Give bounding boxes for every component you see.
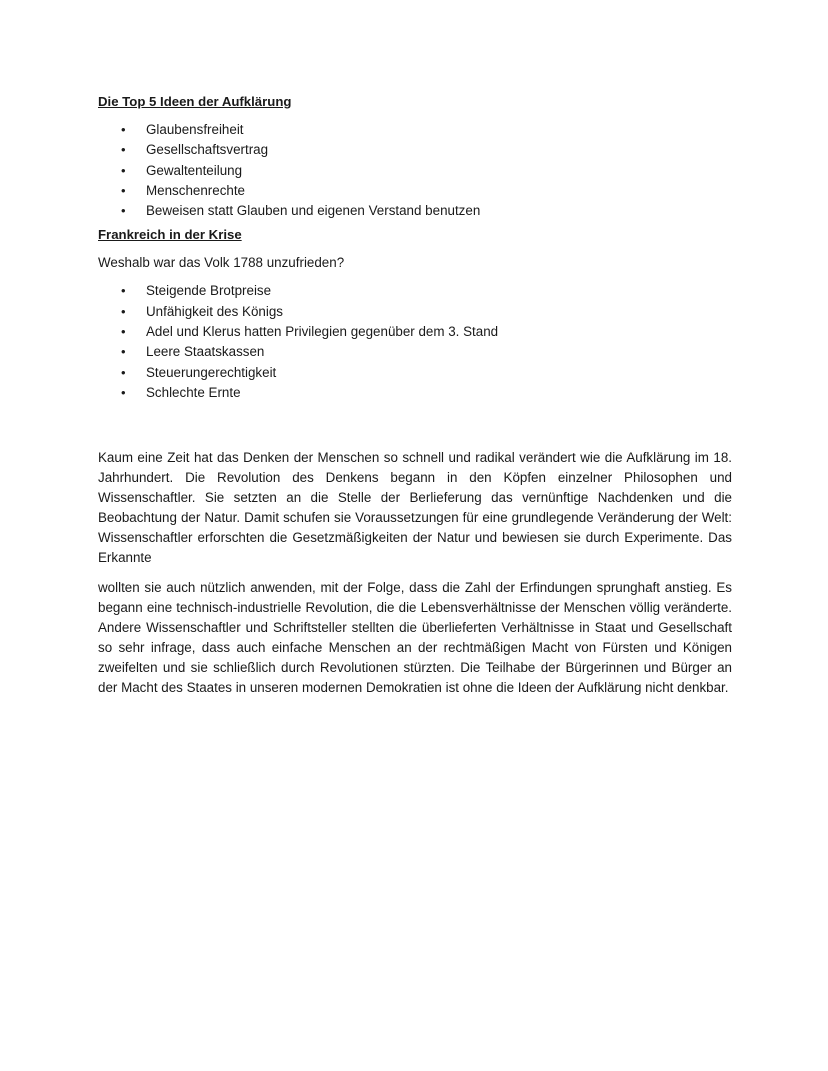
- bullet-icon: •: [121, 162, 126, 178]
- paragraph-enlightenment-2: wollten sie auch nützlich anwenden, mit der Folge, dass die Zahl der Erfindungen sprunghaft anstieg. Es begann eine technisch-industrielle Revolution, die die Lebensverhältnisse der Menschen völlig veränderte. Andere Wissenschaftler und Schriftsteller stellten die überlieferten Verhältnisse in Staat und Gesellschaft so sehr infrage, dass auch einfache Menschen an der rechtmäßigen Macht von Fürsten und Königen zweifelten und sie schließlich durch Revolutionen stürzten. Die Teilhabe der Bürgerinnen und Bürger an der Macht des Staates in unseren modernen Demokratien ist ohne die Ideen der Aufklärung nicht denkbar.: [98, 580, 732, 696]
- list-item-text: Gewaltenteilung: [146, 162, 243, 178]
- list-item: [98, 140, 732, 160]
- question-text: Weshalb war das Volk 1788 unzufrieden?: [98, 255, 345, 271]
- list-item: [98, 322, 732, 342]
- paragraph-enlightenment-1: Kaum eine Zeit hat das Denken der Menschen so schnell und radikal verändert wie die Aufklärung im 18. Jahrhundert. Die Revolution des Denkens begann in den Köpfen einzelner Philosophen und Wissenschaftler. Sie setzten an die Stelle der Berlieferung das vernünftige Nachdenken und die Beobachtung der Natur. Damit schufen sie Voraussetzungen für eine grundlegende Veränderung der Welt: Wissenschaftler erforschten die Gesetzmäßigkeiten der Natur und bewiesen sie durch Experimente. Das Erkannte: [98, 450, 732, 566]
- list-item-text: Menschenrechte: [146, 182, 245, 198]
- list-item: [98, 302, 732, 322]
- list-item-text: Unfähigkeit des Königs: [146, 303, 283, 319]
- list-item: [98, 281, 732, 301]
- heading-france-crisis: Frankreich in der Krise: [98, 227, 242, 243]
- list-item: [98, 363, 732, 383]
- list-item-text: Gesellschaftsvertrag: [146, 142, 269, 158]
- bullet-icon: •: [121, 303, 126, 319]
- list-item-text: Glaubensfreiheit: [146, 122, 244, 137]
- list-item: [98, 181, 732, 201]
- list-item-text: Leere Staatskassen: [146, 344, 265, 360]
- bullet-icon: •: [121, 203, 126, 219]
- bullet-icon: •: [121, 384, 126, 400]
- bullet-icon: •: [121, 324, 126, 340]
- list-item: [98, 201, 732, 221]
- bullet-icon: •: [121, 344, 126, 360]
- list-item: [98, 342, 732, 362]
- bullet-icon: •: [121, 182, 126, 198]
- list-item-text: Steigende Brotpreise: [146, 283, 272, 299]
- bullet-icon: •: [121, 364, 126, 380]
- list-item-text: Steuerungerechtigkeit: [146, 364, 277, 380]
- bullet-icon: •: [121, 283, 126, 299]
- bullet-icon: •: [121, 142, 126, 158]
- list-item: [98, 161, 732, 181]
- list-item: [98, 383, 732, 403]
- document-body: [98, 92, 732, 698]
- heading-top5-ideas: Die Top 5 Ideen der Aufklärung: [98, 94, 292, 109]
- list-top5-ideas: [98, 120, 732, 221]
- bullet-icon: •: [121, 122, 126, 137]
- list-item: [98, 120, 732, 140]
- list-grievances: [98, 281, 732, 403]
- list-item-text: Beweisen statt Glauben und eigenen Verstand benutzen: [146, 203, 481, 219]
- list-item-text: Adel und Klerus hatten Privilegien gegenüber dem 3. Stand: [146, 324, 499, 340]
- list-item-text: Schlechte Ernte: [146, 384, 241, 400]
